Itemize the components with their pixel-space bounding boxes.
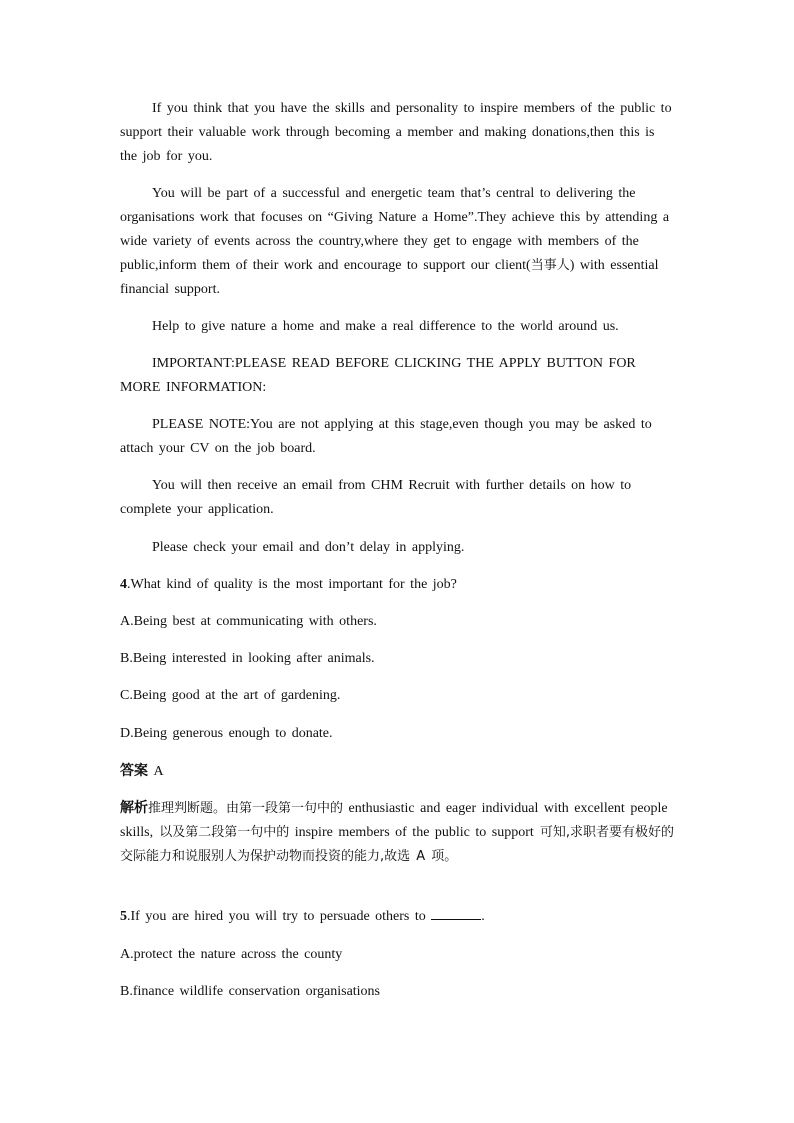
question-4-number: 4 (120, 577, 127, 592)
analysis-text-cn-1: 推理判断题。由第一段第一句中的 (148, 801, 344, 816)
question-5-stem (120, 905, 675, 929)
question-5-text: .If you are hired you will try to persuade others to (127, 909, 432, 924)
question-4-option-b: B.Being interested in looking after animals. (120, 651, 375, 666)
passage-paragraph-4: IMPORTANT:PLEASE READ BEFORE CLICKING THE APPLY BUTTON FOR MORE INFORMATION: (120, 356, 636, 395)
answer-value: A (153, 764, 164, 779)
question-5-option-a: A.protect the nature across the county (120, 947, 343, 962)
passage-paragraph-3: Help to give nature a home and make a real difference to the world around us. (152, 319, 619, 334)
question-5-number: 5 (120, 909, 127, 924)
question-4-stem (120, 573, 675, 597)
question-4-option-d: D.Being generous enough to donate. (120, 726, 333, 741)
passage-paragraph-2-text: You will be part of a successful and energetic team that’s central to delivering the organisations work that focuses on “Giving Nature a Home”.They achieve this by attending a wide variety of events across the country,where they get to engage with members of the public,inform them of their work and encourage to support our client( (120, 186, 670, 273)
question-4-analysis (120, 796, 675, 869)
question-5-text-end: . (481, 909, 485, 924)
question-4-text: .What kind of quality is the most important for the job? (127, 577, 457, 592)
answer-label: 答案 (120, 763, 148, 779)
analysis-label: 解析 (120, 800, 148, 816)
question-4-option-a: A.Being best at communicating with others. (120, 614, 377, 629)
question-4-option-c: C.Being good at the art of gardening. (120, 688, 341, 703)
passage-paragraph-2 (120, 182, 675, 302)
passage-paragraph-6: You will then receive an email from CHM Recruit with further details on how to complete your application. (120, 478, 632, 517)
question-4-answer (120, 759, 675, 784)
analysis-text-cn-3: 可知,求职者要有极好的交际能力和说服别人为保护动物而投资的能力,故选 A 项。 (120, 825, 675, 864)
passage-paragraph-1: If you think that you have the skills and personality to inspire members of the public to support their valuable work through becoming a member and making donations,then this is the job for you. (120, 101, 672, 164)
analysis-text-en-1: enthusiastic and eager individual with excellent people skills, (120, 801, 668, 840)
passage-paragraph-7: Please check your email and don’t delay in applying. (152, 540, 465, 555)
client-chinese-gloss: 当事人 (530, 258, 570, 273)
analysis-text-cn-2: 以及第二段第一句中的 (153, 825, 290, 840)
question-5-option-b: B.finance wildlife conservation organisations (120, 984, 381, 999)
analysis-text-en-2: inspire members of the public to support (289, 825, 534, 840)
answer-blank (431, 905, 481, 920)
passage-paragraph-5: PLEASE NOTE:You are not applying at this stage,even though you may be asked to attach your CV on the job board. (120, 417, 652, 456)
passage-paragraph-2-tail: ) with essential financial support. (120, 258, 659, 297)
